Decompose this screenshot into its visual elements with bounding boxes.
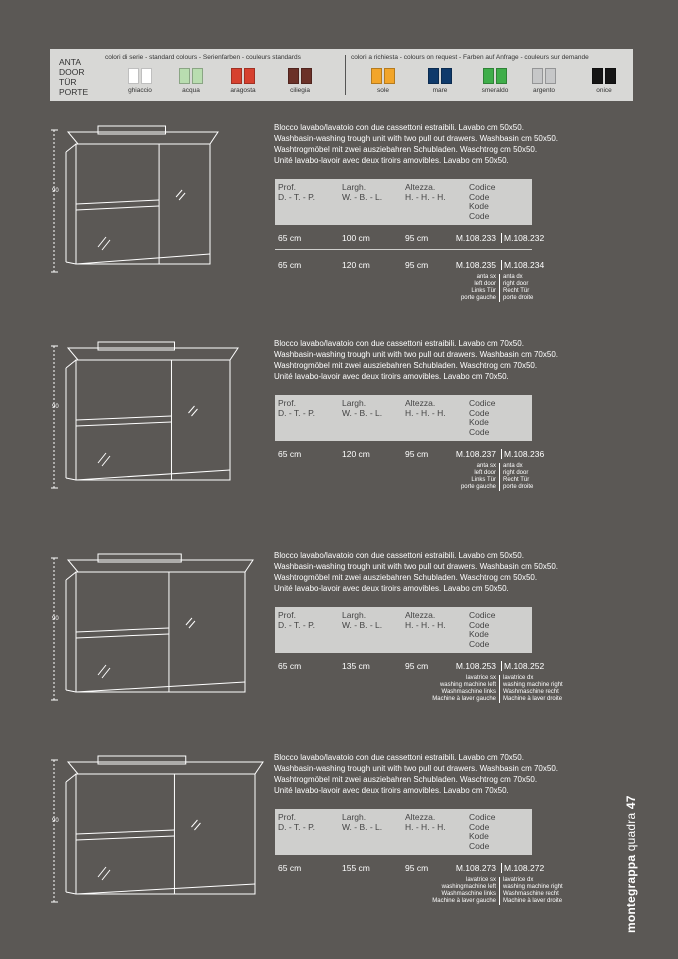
dimension-value: 135 cm [342,661,370,671]
swatch-label: ghiaccio [128,87,152,94]
request-colours-title: colori a richiesta - colours on request - Farben auf Anfrage - couleurs sur demande [351,54,589,61]
spec-col-largh: Largh. W. - B. - L. [342,610,383,630]
dimension-value: 95 cm [405,233,429,243]
spec-col-largh: Largh. W. - B. - L. [342,182,383,202]
spec-col-altezza: Altezza. H. - H. - H. [405,812,446,832]
spec-col-codice: Codice Code Kode Code [469,182,496,221]
product-description: Blocco lavabo/lavatoio con due cassettoni estraibili. Lavabo cm 50x50. Washbasin-washing trough unit with two pull out drawers. Washbasin cm 50x50. Washtrogmöbel mit zwei ausziebahren Schubladen. Waschtrog cm 50x50. Unité lavabo-lavoir avec deux tiroirs amovibles. Lavabo cm 50x50. [274,551,558,593]
color-options-bar [50,49,633,101]
dimension-value: 120 cm [342,260,370,270]
cabinet-drawing [50,550,265,720]
product-section [0,550,678,750]
dimension-value: 95 cm [405,661,429,671]
dimension-value: 65 cm [278,863,302,873]
product-code: M.108.273 [455,863,496,873]
spec-header [275,395,532,441]
swatch-label: mare [432,87,448,94]
product-code: M.108.253 [455,661,496,671]
note-right-version: lavatrice dx washing machine right Washmaschine recht Machine à laver droite [499,877,563,905]
spec-row [275,260,545,272]
swatch-label: ciliegia [290,87,310,94]
cabinet-drawing [50,338,250,508]
cabinet-drawing [50,122,230,292]
dimension-value: 95 cm [405,260,429,270]
spec-row [275,233,545,245]
product-code: M.108.236 [501,449,544,459]
swatch-smeraldo[interactable] [483,68,507,84]
spec-col-codice: Codice Code Kode Code [469,610,496,649]
dimension-value: 65 cm [278,661,302,671]
product-section [0,122,678,322]
note-right-version: lavatrice dx washing machine right Washmaschine recht Machine à laver droite [499,675,563,703]
swatch-label: onice [596,87,612,94]
spec-col-prof: Prof. D. - T. - P. [278,812,316,832]
product-code: M.108.232 [501,233,544,243]
swatch-sole[interactable] [371,68,395,84]
swatch-aragosta[interactable] [231,68,255,84]
product-code: M.108.252 [501,661,544,671]
swatch-label: aragosta [230,87,256,94]
dimension-value: 100 cm [342,233,370,243]
swatch-ciliegia[interactable] [288,68,312,84]
spec-col-altezza: Altezza. H. - H. - H. [405,610,446,630]
product-code: M.108.233 [455,233,496,243]
row-divider [275,249,532,250]
product-section [0,338,678,538]
dimension-value: 155 cm [342,863,370,873]
spec-col-codice: Codice Code Kode Code [469,398,496,437]
height-dimension: 90 [52,188,59,194]
swatch-mare[interactable] [428,68,452,84]
spec-col-altezza: Altezza. H. - H. - H. [405,398,446,418]
product-code: M.108.235 [455,260,496,270]
spec-header [275,607,532,653]
dimension-value: 65 cm [278,233,302,243]
spec-row [275,449,545,461]
height-dimension: 90 [52,818,59,824]
spec-col-prof: Prof. D. - T. - P. [278,182,316,202]
swatch-label: argento [532,87,556,94]
swatch-label: sole [377,87,389,94]
dimension-value: 65 cm [278,449,302,459]
note-left-version: lavatrice sx washing machine left Washmaschine links Machine à laver gauche [432,675,496,702]
product-code: M.108.234 [501,260,544,270]
divider [345,55,346,95]
spec-col-prof: Prof. D. - T. - P. [278,610,316,630]
dimension-value: 95 cm [405,863,429,873]
note-left-version: anta sx left door Links Tür porte gauche [460,274,496,301]
spec-col-largh: Largh. W. - B. - L. [342,398,383,418]
note-right-version: anta dx right door Recht Tür porte droite [499,274,533,302]
spec-col-largh: Largh. W. - B. - L. [342,812,383,832]
cabinet-drawing [50,752,275,922]
swatch-label: acqua [182,87,200,94]
height-dimension: 90 [52,404,59,410]
product-section [0,752,678,952]
dimension-value: 65 cm [278,260,302,270]
product-description: Blocco lavabo/lavatoio con due cassettoni estraibili. Lavabo cm 50x50. Washbasin-washing trough unit with two pull out drawers. Washbasin cm 50x50. Washtrogmöbel mit zwei ausziebahren Schubladen. Waschtrog cm 50x50. Unité lavabo-lavoir avec deux tiroirs amovibles. Lavabo cm 50x50. [274,123,558,165]
brand-footer: montegrappa quadra 47 [624,795,638,933]
product-code: M.108.272 [501,863,544,873]
swatch-acqua[interactable] [179,68,203,84]
height-dimension: 90 [52,616,59,622]
spec-row [275,661,545,673]
product-description: Blocco lavabo/lavatoio con due cassettoni estraibili. Lavabo cm 70x50. Washbasin-washing trough unit with two pull out drawers. Washbasin cm 70x50. Washtrogmöbel mit zwei ausziebahren Schubladen. Waschtrog cm 70x50. Unité lavabo-lavoir avec deux tiroirs amovibles. Lavabo cm 70x50. [274,753,558,795]
spec-header [275,179,532,225]
product-description: Blocco lavabo/lavatoio con due cassettoni estraibili. Lavabo cm 70x50. Washbasin-washing trough unit with two pull out drawers. Washbasin cm 70x50. Washtrogmöbel mit zwei ausziebahren Schubladen. Waschtrog cm 70x50. Unité lavabo-lavoir avec deux tiroirs amovibles. Lavabo cm 70x50. [274,339,558,381]
dimension-value: 95 cm [405,449,429,459]
dimension-value: 120 cm [342,449,370,459]
spec-col-prof: Prof. D. - T. - P. [278,398,316,418]
spec-col-altezza: Altezza. H. - H. - H. [405,182,446,202]
swatch-label: smeraldo [481,87,509,94]
swatch-argento[interactable] [532,68,556,84]
spec-col-codice: Codice Code Kode Code [469,812,496,851]
swatch-ghiaccio[interactable] [128,68,152,84]
standard-colours-title: colori di serie - standard colours - Serienfarben - couleurs standards [105,54,301,61]
swatch-onice[interactable] [592,68,616,84]
note-left-version: lavatrice sx washingmachine left Washmaschine links Machine à laver gauche [432,877,496,904]
spec-row [275,863,545,875]
note-right-version: anta dx right door Recht Tür porte droite [499,463,533,491]
product-code: M.108.237 [455,449,496,459]
door-label: ANTA DOOR TÜR PORTE [59,57,89,97]
spec-header [275,809,532,855]
note-left-version: anta sx left door Links Tür porte gauche [460,463,496,490]
